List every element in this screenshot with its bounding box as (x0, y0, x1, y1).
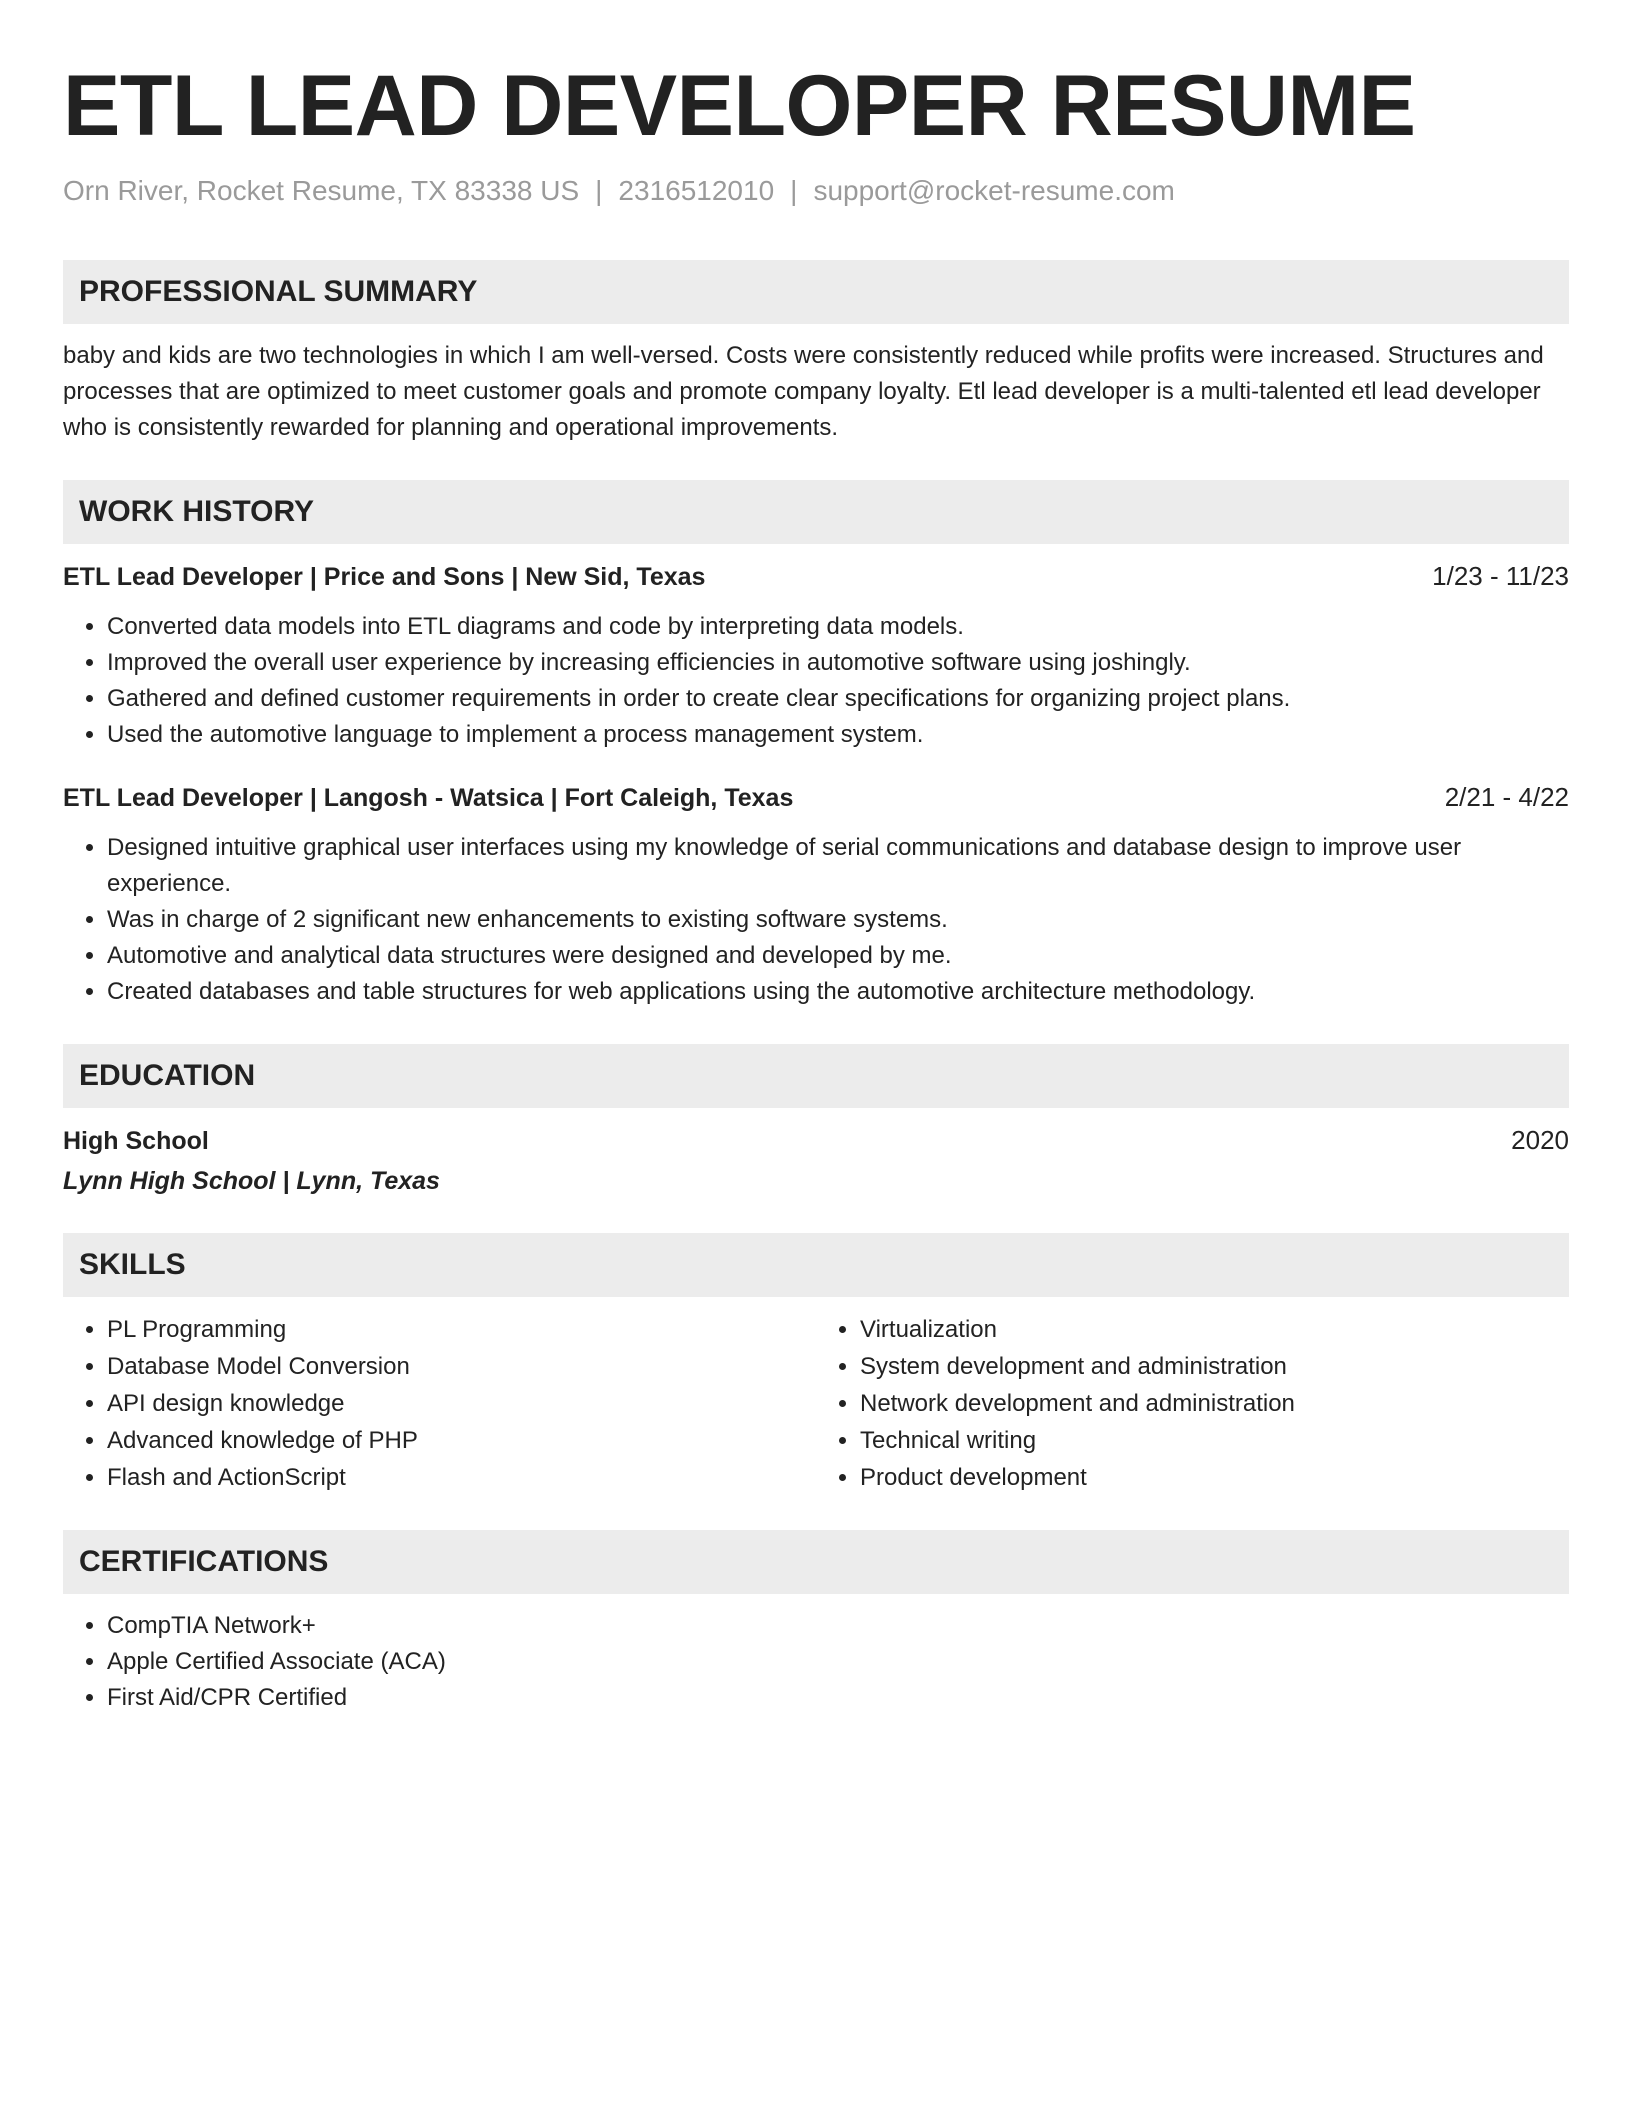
job-bullet: • Improved the overall user experience by increasing efficiencies in automotive software using joshingly. (107, 645, 1569, 681)
job-title: ETL Lead Developer | Price and Sons | New Sid, Texas (63, 563, 706, 591)
skills-list-right (816, 1311, 1569, 1496)
contact-phone: 2316512010 (618, 175, 775, 206)
job-entry (63, 558, 1569, 753)
job-dates: 2/21 - 4/22 (1444, 782, 1569, 812)
skill-item: • Database Model Conversion (107, 1348, 816, 1385)
contact-address: Orn River, Rocket Resume, TX 83338 US (63, 175, 580, 206)
skill-item: • PL Programming (107, 1311, 816, 1348)
certification-item: • CompTIA Network+ (107, 1608, 1569, 1644)
certification-item: • Apple Certified Associate (ACA) (107, 1644, 1569, 1680)
job-header (63, 779, 1569, 816)
resume-title: ETL LEAD DEVELOPER RESUME (63, 58, 1416, 154)
education-degree: High School (63, 1127, 209, 1155)
contact-line (63, 174, 1569, 208)
job-title: ETL Lead Developer | Langosh - Watsica | Fort Caleigh, Texas (63, 784, 794, 812)
job-bullet: • Converted data models into ETL diagrams and code by interpreting data models. (107, 609, 1569, 645)
skill-item: • System development and administration (860, 1348, 1569, 1385)
education-entry (63, 1122, 1569, 1199)
skill-item: • API design knowledge (107, 1385, 816, 1422)
contact-separator: | (790, 175, 798, 206)
section-header-work-history: WORK HISTORY (63, 480, 1569, 544)
skill-item: • Virtualization (860, 1311, 1569, 1348)
section-header-summary: PROFESSIONAL SUMMARY (63, 260, 1569, 324)
certification-item: • First Aid/CPR Certified (107, 1680, 1569, 1716)
skills-list-left (63, 1311, 816, 1496)
skill-item: • Flash and ActionScript (107, 1459, 816, 1496)
education-school: Lynn High School | Lynn, Texas (63, 1167, 440, 1195)
job-bullet: • Was in charge of 2 significant new enhancements to existing software systems. (107, 902, 1569, 938)
job-bullets (63, 830, 1569, 1010)
contact-separator: | (595, 175, 603, 206)
education-year: 2020 (1511, 1125, 1569, 1155)
skill-item: • Product development (860, 1459, 1569, 1496)
section-header-certifications: CERTIFICATIONS (63, 1530, 1569, 1594)
skills-grid (63, 1311, 1569, 1496)
job-entry (63, 779, 1569, 1010)
job-bullet: • Automotive and analytical data structures were designed and developed by me. (107, 938, 1569, 974)
job-bullet: • Used the automotive language to implement a process management system. (107, 717, 1569, 753)
education-header (63, 1122, 1569, 1159)
job-bullet: • Designed intuitive graphical user interfaces using my knowledge of serial communications and database design to improve user experience. (107, 830, 1569, 902)
job-header (63, 558, 1569, 595)
skill-item: • Advanced knowledge of PHP (107, 1422, 816, 1459)
job-dates: 1/23 - 11/23 (1432, 561, 1569, 591)
certifications-list (63, 1608, 1569, 1716)
skill-item: • Technical writing (860, 1422, 1569, 1459)
contact-email: support@rocket-resume.com (813, 175, 1175, 206)
section-header-education: EDUCATION (63, 1044, 1569, 1108)
job-bullet: • Gathered and defined customer requirements in order to create clear specifications for organizing project plans. (107, 681, 1569, 717)
section-header-skills: SKILLS (63, 1233, 1569, 1297)
job-bullet: • Created databases and table structures for web applications using the automotive architecture methodology. (107, 974, 1569, 1010)
skill-item: • Network development and administration (860, 1385, 1569, 1422)
summary-text: baby and kids are two technologies in which I am well-versed. Costs were consistently reduced while profits were increased. Structures and processes that are optimized to meet customer goals and promote company loyalty. Etl lead developer is a multi-talented etl lead developer who is consistently rewarded for planning and operational improvements. (63, 342, 1544, 441)
job-bullets (63, 609, 1569, 753)
